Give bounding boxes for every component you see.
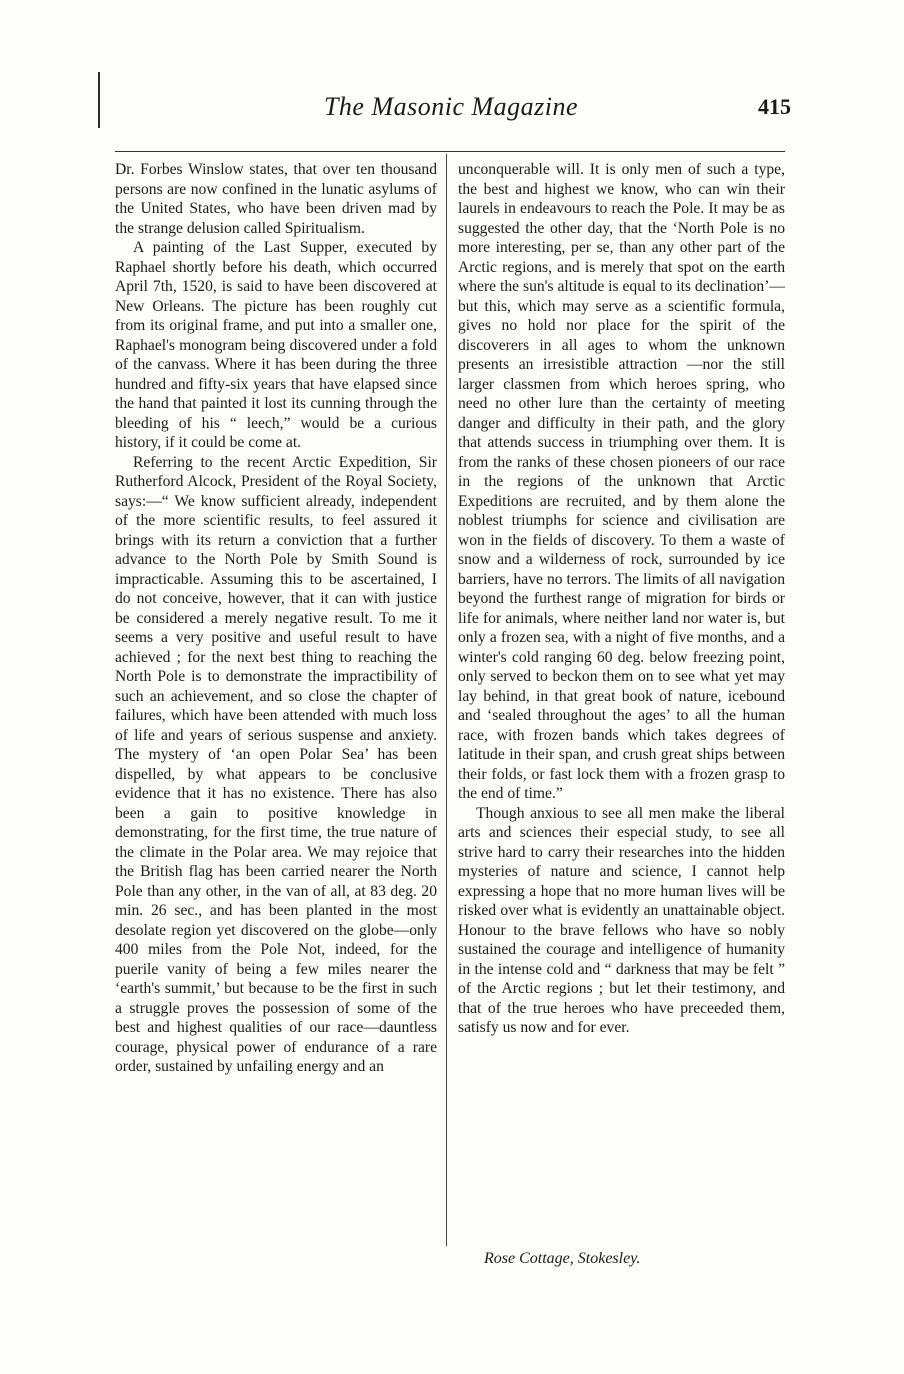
running-head <box>115 92 791 132</box>
paragraph-arctic-continued: unconquerable will. It is only men of such a type, the best and highest we know, who can win their laurels in endeavours to reach the Pole. It may be as suggested the other day, that the ‘North Pole is no more interesting, per se, than any other part of the Arctic regions, and is merely that spot on the earth where the sun's altitude is equal to its declination’—but this, which may serve as a scientific formula, gives no hold nor place for the spirit of the discoverers in all ages to whom the unknown presents an irresistible attraction —nor the still larger classmen from which heroes spring, who need no other lure than the certainty of meeting danger and difficulty in their path, and the glory that attends success in triumphing over them. It is from the ranks of these chosen pioneers of our race in the regions of the unknown that Arctic Expeditions are recruited, and by them alone the noblest triumphs for science and civilisation are won in the fields of discovery. To them a waste of snow and a wilderness of rock, surrounded by ice barriers, have no terrors. The limits of all navigation beyond the furthest range of migration for birds or life for animals, where neither land nor water is, but only a frozen sea, with a night of five months, and a winter's cold ranging 60 deg. below freezing point, only served to beckon them on to see what yet may lay behind, in that great book of nature, icebound and ‘sealed throughout the ages’ to all the human race, with frozen bands which takes degrees of latitude in their span, and crush great ships between their folds, or fast lock them with a frozen grasp to the end of time.” <box>458 161 785 802</box>
header-rule <box>115 151 785 152</box>
paragraph-closing: Though anxious to see all men make the liberal arts and sciences their especial study, to see all strive hard to carry their researches into the hidden mysteries of nature and science, I cannot help expressing a hope that no more human lives will be risked over what is evidently an unattainable object. Honour to the brave fellows who have so nobly sustained the courage and intelligence of humanity in the intense cold and “ darkness that may be felt ” of the Arctic regions ; but let their testimony, and that of the true heroes who have preceeded them, satisfy us now and for ever. <box>458 804 785 1036</box>
page-number: 415 <box>758 94 791 119</box>
right-column <box>458 160 785 1038</box>
magazine-title: The Masonic Magazine <box>323 92 579 121</box>
column-divider <box>446 154 447 1246</box>
left-column <box>115 160 437 1077</box>
margin-mark <box>98 72 100 128</box>
signature-line: Rose Cottage, Stokesley. <box>484 1250 641 1267</box>
paragraph-arctic-expedition: Referring to the recent Arctic Expedition, Sir Rutherford Alcock, President of the Royal Society, says:—“ We know sufficient already, independent of the more scientific results, to feel assured it brings with its return a conviction that a further advance to the North Pole by Smith Sound is impracticable. Assuming this to be ascertained, I do not conceive, however, that it can with justice be considered a merely negative result. To me it seems a very positive and useful result to have achieved ; for the next best thing to reaching the North Pole is to demonstrate the impractibility of such an achievement, and so close the chapter of failures, which have been attended with much loss of life and years of serious suspense and anxiety. The mystery of ‘an open Polar Sea’ has been dispelled, by what appears to be conclusive evidence that it has no existence. There has also been a gain to positive knowledge in demonstrating, for the first time, the true nature of the climate in the Polar area. We may rejoice that the British flag has been carried nearer the North Pole than any other, in the van of all, at 83 deg. 20 min. 26 sec., and has been planted in the most desolate region yet discovered on the globe—only 400 miles from the Pole Not, indeed, for the puerile vanity of being a few miles nearer the ‘earth's summit,’ but because to be the first in such a struggle proves the possession of some of the best and highest qualities of our race—dauntless courage, physical power of endurance of a rare order, sustained by unfailing energy and an <box>115 453 437 1075</box>
paragraph-last-supper: A painting of the Last Supper, executed by Raphael shortly before his death, which occurred April 7th, 1520, is said to have been discovered at New Orleans. The picture has been roughly cut from its original frame, and put into a smaller one, Raphael's monogram being discovered under a fold of the canvass. Where it has been during the three hundred and fifty-six years that have elapsed since the hand that painted it lost its cunning through the bleeding of his “ leech,” would be a curious history, if it could be come at. <box>115 239 437 451</box>
paragraph-winslow: Dr. Forbes Winslow states, that over ten thousand persons are now confined in the lunatic asylums of the United States, who have been driven mad by the strange delusion called Spiritualism. <box>115 161 437 237</box>
